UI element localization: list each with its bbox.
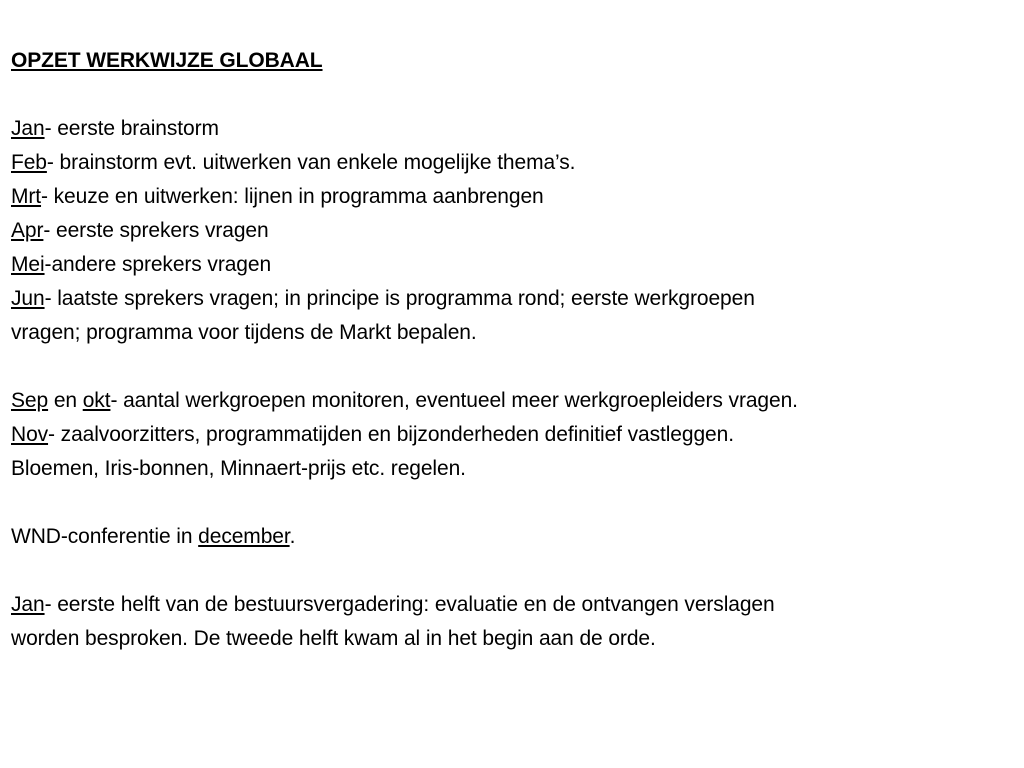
planning-item-mei bbox=[11, 248, 1019, 282]
planning-item-feb bbox=[11, 146, 1019, 180]
month-label: Mei bbox=[11, 253, 45, 276]
conference-prefix: WND-conferentie in bbox=[11, 525, 199, 548]
month-label: Feb bbox=[11, 151, 47, 174]
month-label: Apr bbox=[11, 219, 44, 242]
planning-text: - laatste sprekers vragen; in principe is programma rond; eerste werkgroepen bbox=[44, 287, 755, 310]
spacer bbox=[11, 78, 1019, 112]
planning-text: - keuze en uitwerken: lijnen in programma aanbrengen bbox=[41, 185, 544, 208]
month-label: okt bbox=[82, 389, 111, 412]
month-label: Jan bbox=[11, 593, 45, 616]
planning-item-jan-followup bbox=[11, 588, 1019, 622]
planning-text: - eerste brainstorm bbox=[44, 117, 219, 140]
planning-item-jan-followup-continuation: worden besproken. De tweede helft kwam al in het begin aan de orde. bbox=[11, 627, 656, 650]
month-label: Jan bbox=[11, 117, 45, 140]
slide-title: OPZET WERKWIJZE GLOBAAL bbox=[11, 49, 323, 72]
spacer bbox=[11, 350, 1019, 384]
month-label: Jun bbox=[11, 287, 45, 310]
month-label: Mrt bbox=[11, 185, 42, 208]
spacer bbox=[11, 554, 1019, 588]
month-label: december bbox=[198, 525, 290, 548]
planning-text: - aantal werkgroepen monitoren, eventueel meer werkgroepleiders vragen. bbox=[110, 389, 798, 412]
conference-suffix: . bbox=[289, 525, 296, 548]
planning-item-jun-continuation: vragen; programma voor tijdens de Markt bepalen. bbox=[11, 321, 477, 344]
planning-item-jan bbox=[11, 112, 1019, 146]
planning-item-nov bbox=[11, 418, 1019, 452]
planning-text: - eerste sprekers vragen bbox=[43, 219, 269, 242]
spacer bbox=[11, 486, 1019, 520]
planning-item-apr bbox=[11, 214, 1019, 248]
month-label: Sep bbox=[11, 389, 49, 412]
month-label: Nov bbox=[11, 423, 49, 446]
planning-text: - eerste helft van de bestuursvergadering: evaluatie en de ontvangen verslagen bbox=[44, 593, 775, 616]
planning-item-mrt bbox=[11, 180, 1019, 214]
slide-content bbox=[11, 44, 1019, 656]
planning-item-nov-continuation: Bloemen, Iris-bonnen, Minnaert-prijs etc. regelen. bbox=[11, 457, 466, 480]
planning-text: - zaalvoorzitters, programmatijden en bijzonderheden definitief vastleggen. bbox=[48, 423, 734, 446]
planning-item-sep-okt bbox=[11, 384, 1019, 418]
planning-text: - brainstorm evt. uitwerken van enkele mogelijke thema’s. bbox=[46, 151, 576, 174]
conference-line bbox=[11, 520, 1019, 554]
connector-text: en bbox=[48, 389, 83, 412]
planning-item-jun bbox=[11, 282, 1019, 316]
planning-text: -andere sprekers vragen bbox=[44, 253, 272, 276]
